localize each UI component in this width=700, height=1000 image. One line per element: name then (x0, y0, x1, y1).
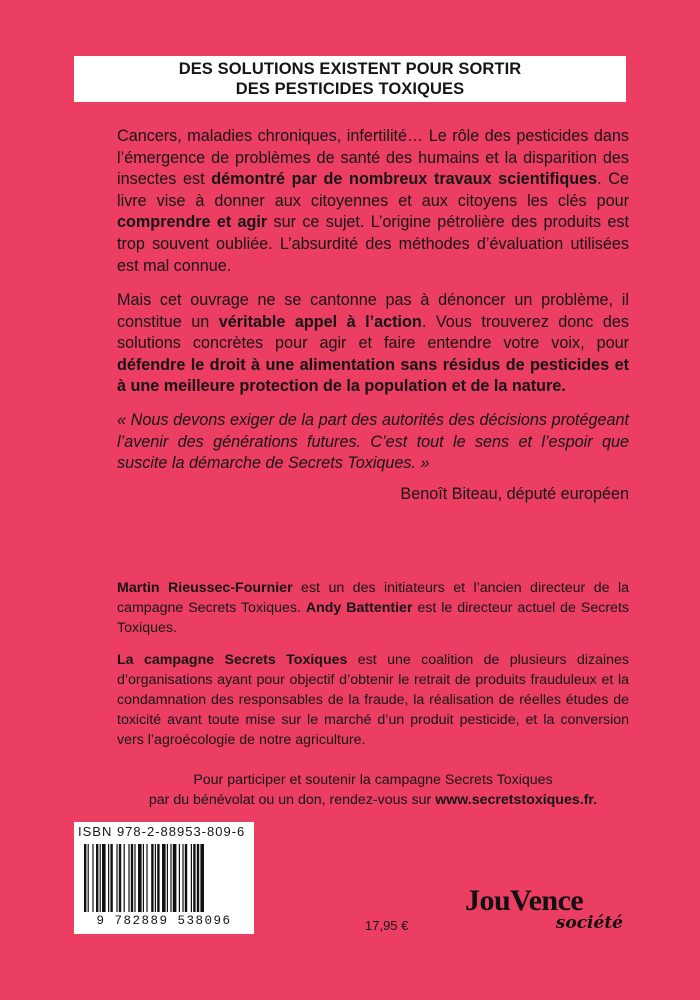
title-banner (74, 56, 626, 102)
barcode-bars (82, 844, 246, 914)
intro-bold-2: comprendre et agir (117, 213, 268, 232)
publisher-logo (465, 885, 635, 933)
campaign-bold: La campagne Secrets Toxiques (117, 652, 348, 668)
participate-paragraph (117, 770, 629, 810)
barcode-bar (124, 844, 125, 912)
action-paragraph (117, 290, 629, 398)
action-text-1: Mais cet ouvrage ne se cantonne pas à dénoncer un problème, il constitue un (117, 291, 629, 331)
campaign-paragraph (117, 650, 629, 750)
website-link[interactable]: www.secretstoxiques.fr. (435, 792, 598, 808)
barcode-bar (128, 844, 129, 912)
barcode-bar (170, 844, 171, 912)
barcode-bar (191, 844, 192, 912)
barcode-bar (88, 844, 89, 912)
authors-paragraph (117, 578, 629, 638)
barcode-bar (146, 844, 147, 912)
barcode-bar (110, 844, 112, 912)
action-bold-2: défendre le droit à une alimentation sans résidus de pesticides et à une meilleure protection de la population et de la nature. (117, 355, 629, 396)
barcode-bar (108, 844, 109, 912)
barcode-bar (197, 844, 199, 912)
authors-text-2: est le directeur actuel de Secrets Toxiques. (117, 600, 629, 636)
barcode-bar (119, 844, 121, 912)
author-name-1: Martin Rieussec-Fournier (117, 580, 293, 596)
barcode-bar (162, 844, 166, 912)
participate-line-1: Pour participer et soutenir la campagne Secrets Toxiques (193, 772, 553, 788)
intro-text-1: Cancers, maladies chroniques, infertilité… Le rôle des pesticides dans l’émergence de problèmes de santé des humains et la disparition des insectes est (117, 127, 629, 189)
intro-bold-1: démontré par de nombreux travaux scientifiques (211, 170, 598, 189)
barcode-bar (185, 844, 187, 912)
price-label: 17,95 € (365, 918, 409, 933)
authors-text-1: est un des initiateurs et l’ancien directeur de la campagne Secrets Toxiques. (117, 580, 629, 616)
title-line-1: DES SOLUTIONS EXISTENT POUR SORTIR (178, 60, 522, 78)
barcode-bar (96, 844, 98, 912)
intro-paragraph (117, 126, 629, 277)
barcode-bar (155, 844, 156, 912)
action-text-2: . Vous trouverez donc des solutions concrètes pour agir et faire entendre votre voix, pour (117, 312, 629, 353)
barcode-bar (84, 844, 86, 912)
action-bold-1: véritable appel à l’action (218, 312, 422, 331)
barcode-bar (182, 844, 183, 912)
barcode-bar (131, 844, 133, 912)
barcode-bar (102, 844, 106, 912)
title-line-2: DES PESTICIDES TOXIQUES (235, 80, 465, 98)
quote-text: « Nous devons exiger de la part des autorités des décisions protégeant l’avenir des générations futures. C’est tout le sens et l’espoir que suscite la démarche de Secrets Toxiques. » (117, 411, 629, 473)
barcode-digits: 9 782889 538096 (96, 914, 232, 928)
barcode-bar (138, 844, 142, 912)
barcode-bar (179, 844, 180, 912)
barcode-bar (173, 844, 177, 912)
barcode-bar (167, 844, 168, 912)
publisher-logo-sub: société (555, 913, 623, 933)
intro-text-3: sur ce sujet. L’origine pétrolière des produits est trop souvent oubliée. L’absurdité des méthodes d’évaluation utilisées est mal connue. (117, 213, 629, 275)
barcode-bar (200, 844, 204, 912)
quote-author: Benoît Biteau, député européen (400, 485, 629, 503)
barcode-bar (193, 844, 195, 912)
isbn-label: ISBN 978-2-88953-809-6 (78, 824, 246, 839)
barcode-bar (92, 844, 93, 912)
barcode-bar (134, 844, 135, 912)
intro-text-2: . Ce livre vise à donner aux citoyennes et aux citoyens les clés pour (117, 170, 629, 210)
author-name-2: Andy Battentier (305, 600, 413, 616)
publisher-logo-main: JouVence (465, 884, 584, 917)
barcode-bar (143, 844, 144, 912)
barcode-bar (151, 844, 153, 912)
barcode-bar (116, 844, 117, 912)
barcode-bar (100, 844, 101, 912)
campaign-text: est une coalition de plusieurs dizaines d’organisations ayant pour objectif d’obtenir le retrait de produits frauduleux et la condamnation des responsables de la fraude, la réalisation de réelles études de toxicité avant toute mise sur le marché d’un produit pesticide, et la conversion vers l’agroécologie de notre agriculture. (117, 652, 629, 748)
barcode-block (74, 822, 254, 934)
barcode-bar (157, 844, 159, 912)
participate-text: par du bénévolat ou un don, rendez-vous sur (148, 792, 436, 808)
